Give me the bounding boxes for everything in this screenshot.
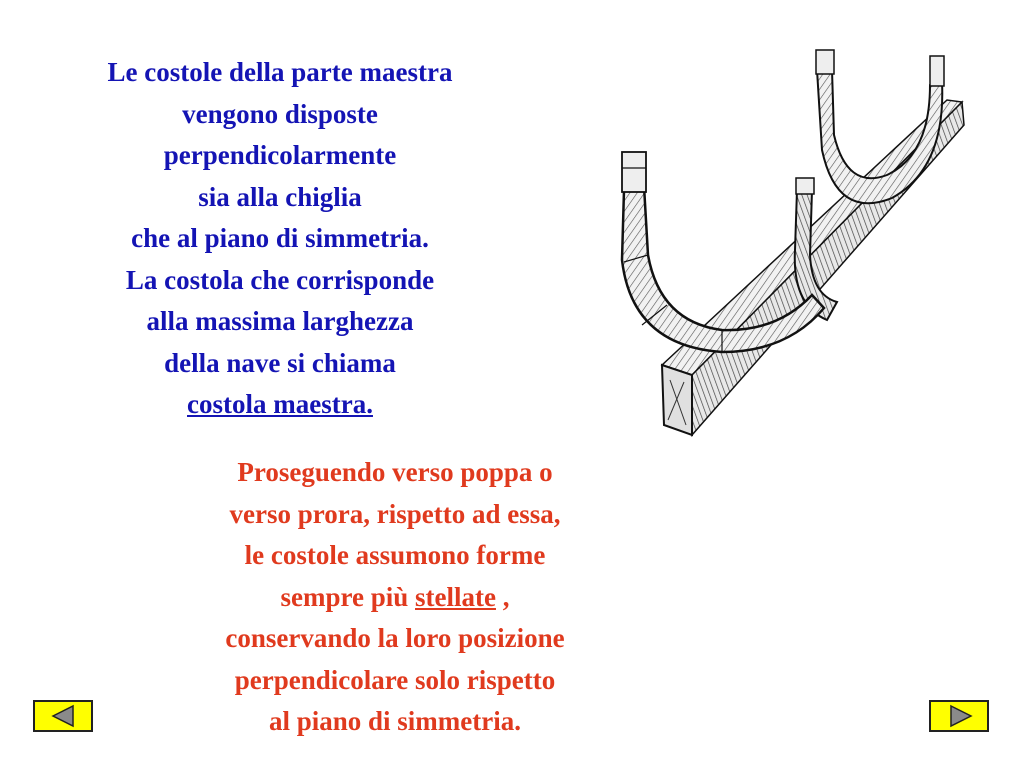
intro-line: che al piano di simmetria. [131, 223, 429, 253]
previous-slide-button[interactable] [33, 700, 93, 732]
ship-frames-drawing [612, 40, 992, 440]
costola-maestra-link[interactable]: costola maestra. [187, 389, 373, 419]
continuation-line: conservando la loro posizione [225, 623, 565, 653]
triangle-right-icon [931, 702, 987, 730]
ship-frames-illustration [612, 40, 992, 440]
intro-line: sia alla chiglia [198, 181, 362, 212]
intro-line: vengono disposte [182, 98, 378, 129]
continuation-line [160, 577, 630, 619]
intro-line: alla massima larghezza [146, 306, 414, 336]
intro-line: La costola che corrisponde [125, 264, 435, 295]
continuation-line: le costole assumono forme [244, 540, 546, 570]
continuation-line: perpendicolare solo rispetto [234, 664, 556, 695]
intro-text [40, 52, 520, 426]
line-prefix: sempre più [280, 581, 416, 612]
line-suffix: , [495, 581, 510, 612]
next-slide-button[interactable] [929, 700, 989, 732]
continuation-line: al piano di simmetria. [268, 706, 521, 736]
triangle-left-icon [35, 702, 91, 730]
intro-line: Le costole della parte maestra [107, 57, 453, 87]
intro-line: della nave si chiama [164, 347, 396, 378]
continuation-text [160, 452, 630, 743]
continuation-line: Proseguendo verso poppa o [237, 457, 553, 487]
stellate-link[interactable]: stellate [415, 581, 496, 612]
intro-line: perpendicolarmente [163, 140, 397, 170]
continuation-line: verso prora, rispetto ad essa, [229, 498, 561, 529]
